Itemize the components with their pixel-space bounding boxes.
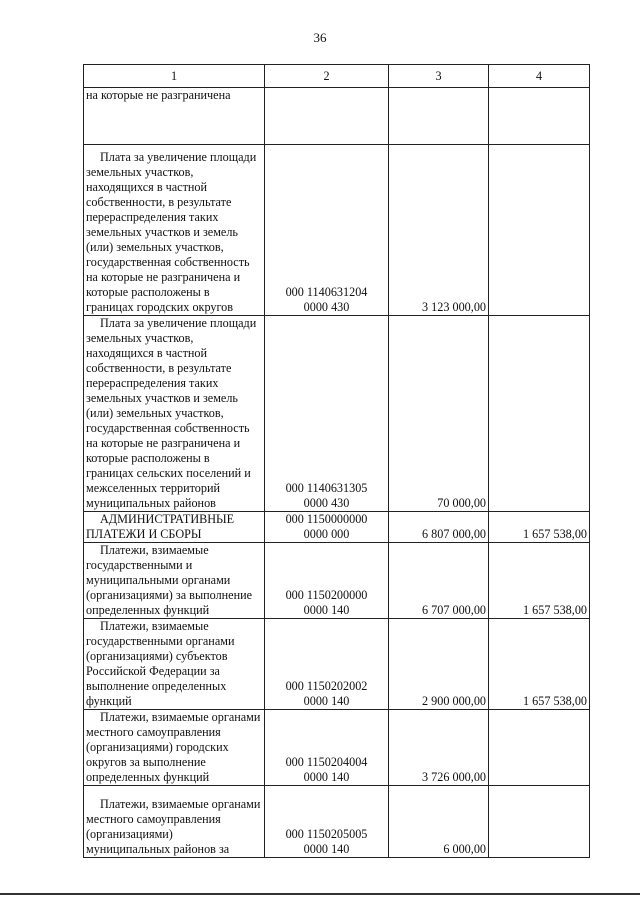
row-name-line: которые расположены в [86, 451, 210, 465]
budget-table [83, 64, 590, 858]
row-name-line: на которые не разграничена и [86, 270, 241, 284]
table-row [84, 145, 590, 316]
row-code-cell [265, 786, 389, 858]
row-code-cell [265, 512, 389, 543]
row-amount2-cell: 1 657 538,00 [489, 512, 590, 543]
row-name-line: Платежи, взимаемые органами [100, 797, 261, 811]
row-name-line: Платежи, взимаемые [100, 543, 209, 557]
row-name-line: собственности, в результате [86, 195, 232, 209]
table-row [84, 786, 590, 858]
row-name-line: границах городских округов [86, 300, 234, 314]
row-name-line: муниципальных районов за [86, 842, 230, 856]
row-code-line: 000 1150205005 [285, 827, 368, 841]
row-code-line: 0000 430 [303, 496, 350, 510]
table-row [84, 543, 590, 619]
row-name-cell [84, 619, 265, 710]
row-code-line: 0000 140 [303, 603, 350, 617]
row-code-cell [265, 88, 389, 145]
row-name-line: (организациями) городских [86, 740, 229, 754]
row-name-line: АДМИНИСТРАТИВНЫЕ [100, 512, 235, 526]
page-number: 36 [313, 30, 327, 45]
row-name-line: земельных участков, [86, 331, 194, 345]
row-amount2-cell: 1 657 538,00 [489, 543, 590, 619]
row-amount2-cell [489, 786, 590, 858]
row-name-line: (или) земельных участков, [86, 406, 224, 420]
row-name-cell [84, 786, 265, 858]
row-code-line: 0000 140 [303, 770, 350, 784]
table-row [84, 512, 590, 543]
row-name-cell [84, 316, 265, 512]
row-amount-cell: 2 900 000,00 [389, 619, 489, 710]
row-code-cell [265, 619, 389, 710]
row-name-line: государственная собственность [86, 255, 250, 269]
table-body [84, 88, 590, 858]
row-name-cell [84, 88, 265, 145]
row-amount2-cell: 1 657 538,00 [489, 619, 590, 710]
row-name-line: округов за выполнение [86, 755, 206, 769]
row-amount-cell: 6 000,00 [389, 786, 489, 858]
row-code-line: 000 1150204004 [285, 755, 368, 769]
row-name-line: собственности, в результате [86, 361, 232, 375]
row-name-line: муниципальных районов [86, 496, 216, 510]
row-name-line: межселенных территорий [86, 481, 220, 495]
row-name-cell [84, 145, 265, 316]
row-name-line: перераспределения таких [86, 376, 219, 390]
header-row [84, 65, 590, 88]
row-amount-cell: 3 726 000,00 [389, 710, 489, 786]
table-row [84, 88, 590, 145]
row-name-line: определенных функций [86, 770, 210, 784]
row-name-line: муниципальными органами [86, 573, 231, 587]
table-row [84, 710, 590, 786]
row-name-line: границах сельских поселений и [86, 466, 251, 480]
row-amount2-cell [489, 710, 590, 786]
row-code-line: 000 1140631204 [285, 285, 368, 299]
row-name-line: которые расположены в [86, 285, 210, 299]
row-name-line: государственная собственность [86, 421, 250, 435]
row-name-line: находящихся в частной [86, 346, 208, 360]
row-name-line: Российской Федерации за [86, 664, 220, 678]
column-header: 4 [489, 65, 590, 88]
row-code-cell [265, 710, 389, 786]
row-name-line: определенных функций [86, 603, 210, 617]
column-header: 1 [84, 65, 265, 88]
row-code-line: 000 1150200000 [285, 588, 368, 602]
row-name-line: (организациями) [86, 827, 173, 841]
row-amount2-cell [489, 88, 590, 145]
row-name-line: Платежи, взимаемые органами [100, 710, 261, 724]
row-name-line: находящихся в частной [86, 180, 208, 194]
row-name-line: перераспределения таких [86, 210, 219, 224]
row-name-line: ПЛАТЕЖИ И СБОРЫ [86, 527, 202, 541]
row-name-line: на которые не разграничена [86, 88, 231, 102]
row-amount2-cell [489, 316, 590, 512]
row-name-cell [84, 512, 265, 543]
row-name-line: местного самоуправления [86, 812, 221, 826]
row-name-cell [84, 543, 265, 619]
row-code-cell [265, 543, 389, 619]
row-name-line: (организациями) субъектов [86, 649, 228, 663]
row-code-line: 000 1150202002 [285, 679, 368, 693]
column-header: 3 [389, 65, 489, 88]
row-name-line: земельных участков, [86, 165, 194, 179]
row-name-line: (организациями) за выполнение [86, 588, 253, 602]
row-amount-cell [389, 88, 489, 145]
row-name-line: (или) земельных участков, [86, 240, 224, 254]
column-header: 2 [265, 65, 389, 88]
row-name-line: Плата за увеличение площади [100, 150, 257, 164]
row-amount2-cell [489, 145, 590, 316]
row-name-line: функций [86, 694, 132, 708]
row-name-line: местного самоуправления [86, 725, 221, 739]
row-name-line: земельных участков и земель [86, 391, 238, 405]
row-name-line: Плата за увеличение площади [100, 316, 257, 330]
row-name-line: выполнение определенных [86, 679, 227, 693]
bottom-scan-line [0, 893, 640, 895]
row-name-line: государственными и [86, 558, 193, 572]
row-amount-cell: 70 000,00 [389, 316, 489, 512]
row-name-cell [84, 710, 265, 786]
row-name-line: Платежи, взимаемые [100, 619, 209, 633]
row-amount-cell: 6 707 000,00 [389, 543, 489, 619]
row-code-cell [265, 145, 389, 316]
row-name-line: на которые не разграничена и [86, 436, 241, 450]
table-row [84, 619, 590, 710]
row-code-line: 000 1150000000 [285, 512, 368, 526]
row-code-line: 0000 140 [303, 842, 350, 856]
row-name-line: государственными органами [86, 634, 235, 648]
row-code-line: 0000 430 [303, 300, 350, 314]
row-amount-cell: 6 807 000,00 [389, 512, 489, 543]
row-amount-cell: 3 123 000,00 [389, 145, 489, 316]
row-code-cell [265, 316, 389, 512]
row-code-line: 0000 000 [303, 527, 350, 541]
row-code-line: 000 1140631305 [285, 481, 368, 495]
table-row [84, 316, 590, 512]
row-name-line: земельных участков и земель [86, 225, 238, 239]
row-code-line: 0000 140 [303, 694, 350, 708]
